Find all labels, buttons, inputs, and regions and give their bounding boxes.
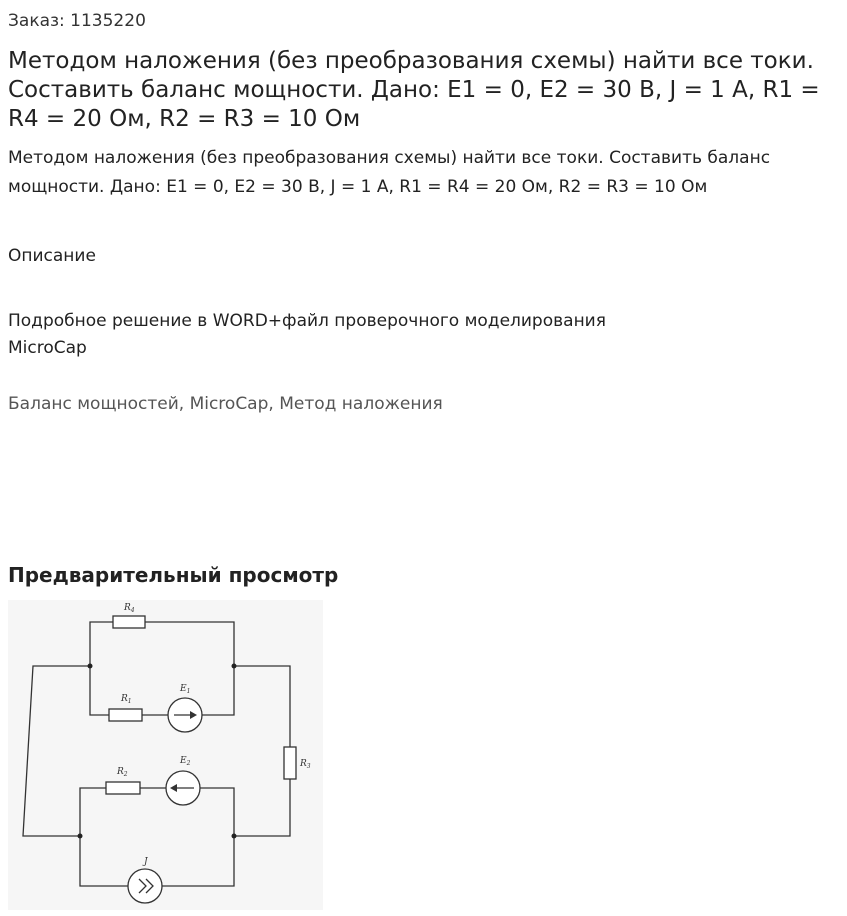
order-number: Заказ: 1135220 (8, 11, 146, 31)
preview-image[interactable] (8, 600, 323, 910)
tag-link-power-balance[interactable]: Баланс мощностей (8, 394, 179, 414)
label-r4: $R_4$ (124, 603, 135, 614)
circuit-nodes (78, 664, 237, 839)
voltage-source-e2-icon (166, 771, 200, 805)
solution-detail (8, 308, 688, 362)
circuit-diagram (8, 600, 323, 910)
resistor-symbols (106, 616, 296, 794)
solution-detail-line-1: Подробное решение в WORD+файл проверочного моделирования (8, 311, 606, 331)
tag-link-superposition[interactable]: Метод наложения (279, 394, 443, 414)
label-r2: $R_2$ (117, 767, 128, 778)
label-r1: $R_1$ (121, 694, 132, 705)
tag-link-microcap[interactable]: MicroCap (189, 394, 269, 414)
preview-heading: Предварительный просмотр (8, 563, 339, 587)
tag-separator: , (268, 394, 274, 414)
page-title: Методом наложения (без преобразования схемы) найти все токи. Составить баланс мощности. Дано: E1 = 0, E2 = 30 В, J = 1 А, R1 = R4 = 20 Ом, R2 = R3 = 10 Ом (8, 48, 820, 132)
circuit-labels (116, 603, 311, 867)
task-description: Методом наложения (без преобразования схемы) найти все токи. Составить баланс мощности. Дано: E1 = 0, E2 = 30 В, J = 1 А, R1 = R4 = 20 Ом, R2 = R3 = 10 Ом (8, 148, 771, 197)
description-heading: Описание (8, 246, 96, 266)
current-source-j-icon (128, 869, 162, 903)
tag-separator: , (178, 394, 185, 414)
label-e1: $E_1$ (180, 684, 191, 695)
label-j: J (144, 857, 148, 867)
solution-detail-line-2: MicroCap (8, 338, 87, 358)
voltage-source-e1-icon (168, 698, 202, 732)
label-r3: $R_3$ (300, 759, 311, 770)
tag-list (8, 392, 443, 416)
circuit-wires (23, 622, 290, 886)
label-e2: $E_2$ (180, 756, 191, 767)
